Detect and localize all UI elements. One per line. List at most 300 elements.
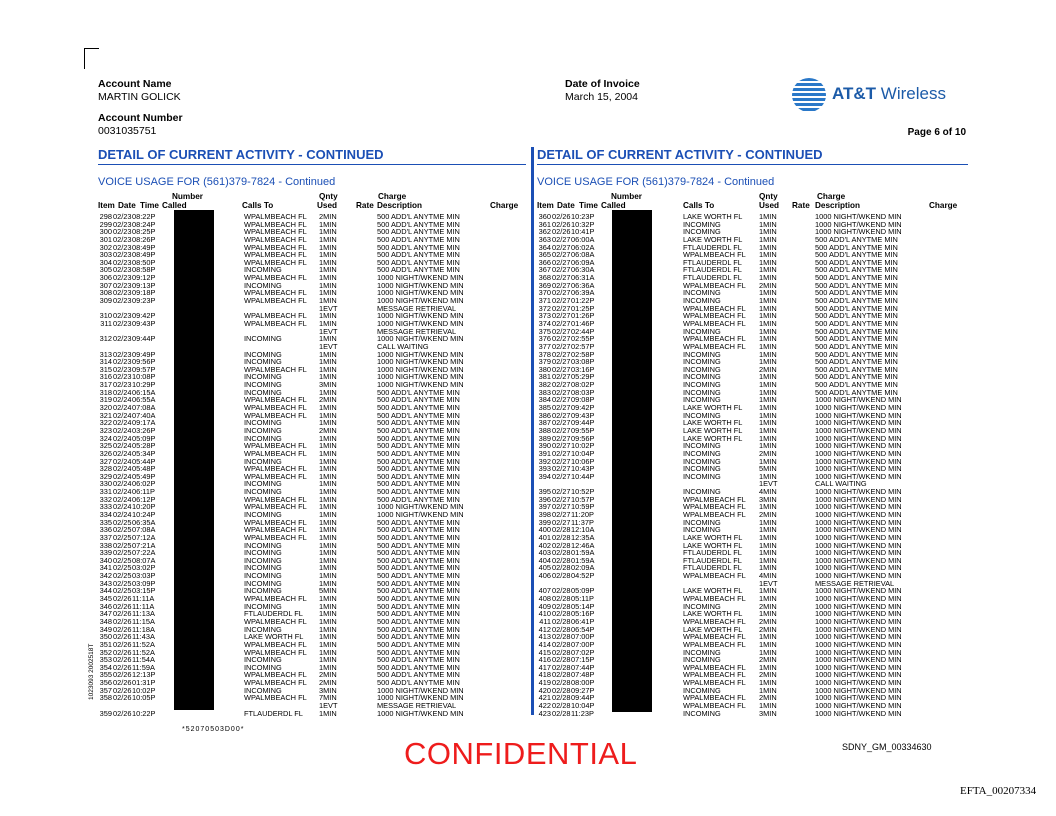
cell-item: 303 [99, 250, 112, 260]
cell-description: 500 ADD'L ANYTME MIN [377, 464, 460, 474]
cell-item: 403 [538, 548, 551, 558]
cell-time: 03:26P [132, 425, 156, 435]
cell-date: 02/25 [113, 540, 132, 550]
cell-item: 413 [538, 632, 551, 642]
cell-date: 02/26 [113, 609, 132, 619]
table-row [537, 442, 967, 450]
table-row [98, 473, 528, 481]
cell-calls-to: WPALMBEACH FL [683, 701, 746, 710]
cell-time: 09:13P [132, 280, 156, 290]
cell-time: 11:37P [571, 517, 594, 527]
cell-item: 423 [538, 708, 551, 718]
cell-calls-to: INCOMING [244, 601, 282, 611]
cell-description: 1000 NIGHT/WKEND MIN [815, 502, 902, 512]
cell-item: 389 [538, 433, 551, 443]
cell-calls-to: WPALMBEACH FL [244, 227, 307, 237]
cell-time: 01:25P [571, 303, 595, 313]
subtitle-right: VOICE USAGE FOR (561)379-7824 - Continued [537, 176, 775, 188]
cell-time: 03:15P [132, 586, 156, 596]
cell-time: 07:00P [571, 632, 595, 642]
cell-time: 07:02P [571, 647, 595, 657]
cell-date: 02/23 [113, 257, 132, 267]
cell-item: 376 [538, 334, 551, 344]
cell-time: 10:20P [132, 502, 156, 512]
cell-used: 1MIN [319, 540, 337, 550]
cell-calls-to: INCOMING [244, 624, 282, 634]
cell-used: 1MIN [759, 273, 777, 283]
cell-calls-to: WPALMBEACH FL [244, 288, 307, 298]
cell-description: 1000 NIGHT/WKEND MIN [377, 357, 464, 367]
cell-calls-to: INCOMING [683, 387, 721, 397]
cell-description: 1000 NIGHT/WKEND MIN [815, 219, 902, 229]
cell-description: MESSAGE RETRIEVAL [377, 326, 457, 336]
cell-item: 368 [538, 273, 551, 283]
cell-time: 01:59A [571, 555, 595, 565]
table-row [537, 603, 967, 611]
cell-item: 347 [99, 609, 112, 619]
cell-used: 1EVT [319, 701, 338, 710]
cell-calls-to: INCOMING [683, 227, 721, 237]
cell-used: 1MIN [759, 548, 777, 558]
table-row [98, 534, 528, 542]
cell-item: 336 [99, 525, 112, 535]
account-name: MARTIN GOLICK [98, 91, 181, 103]
cell-description: MESSAGE RETRIEVAL [377, 701, 457, 710]
cell-item: 321 [99, 410, 112, 420]
table-row [537, 679, 967, 687]
table-row [98, 435, 528, 443]
cell-item: 355 [99, 670, 112, 680]
cell-description: 500 ADD'L ANYTME MIN [815, 303, 898, 313]
table-row [537, 641, 967, 649]
cell-date: 02/27 [552, 418, 571, 428]
cell-item: 353 [99, 655, 112, 665]
table-row [98, 587, 528, 595]
cell-time: 09:44P [571, 418, 595, 428]
cell-time: 07:21A [132, 540, 156, 550]
table-row [537, 320, 967, 328]
cell-description: 1000 NIGHT/WKEND MIN [377, 708, 464, 718]
cell-date: 02/27 [552, 242, 571, 252]
table-row [537, 427, 967, 435]
cell-description: 1000 NIGHT/WKEND MIN [377, 311, 464, 321]
cell-time: 09:12P [132, 273, 156, 283]
cell-calls-to: INCOMING [244, 380, 282, 390]
cell-date: 02/27 [552, 441, 571, 451]
cell-date: 02/26 [113, 624, 132, 634]
table-row [98, 610, 528, 618]
table-row [537, 564, 967, 572]
cell-calls-to: WPALMBEACH FL [244, 647, 307, 657]
cell-used: 1MIN [319, 532, 337, 542]
cell-date: 02/28 [552, 586, 571, 596]
cell-description: 1000 NIGHT/WKEND MIN [377, 288, 464, 298]
cell-used: 1MIN [759, 586, 777, 596]
cell-description: 1000 NIGHT/WKEND MIN [815, 395, 902, 405]
cell-item: 309 [99, 296, 112, 306]
cell-used: 2MIN [759, 509, 777, 519]
cell-calls-to: INCOMING [683, 464, 721, 474]
cell-description: 1000 NIGHT/WKEND MIN [815, 670, 902, 680]
cell-calls-to: WPALMBEACH FL [244, 494, 307, 504]
cell-description: 1000 NIGHT/WKEND MIN [377, 296, 464, 306]
cell-calls-to: FTLAUDERDL FL [683, 563, 742, 573]
cell-used: 1MIN [759, 242, 777, 252]
cell-time: 07:08A [132, 525, 156, 535]
cell-used: 1MIN [759, 540, 777, 550]
cell-description: 1000 NIGHT/WKEND MIN [815, 563, 902, 573]
table-row [98, 244, 528, 252]
cell-calls-to: INCOMING [244, 425, 282, 435]
cell-used: 1MIN [319, 448, 337, 458]
cell-item: 407 [538, 586, 551, 596]
cell-calls-to: WPALMBEACH FL [683, 509, 746, 519]
table-row [537, 580, 967, 588]
cell-description: 500 ADD'L ANYTME MIN [815, 280, 898, 290]
cell-description: 500 ADD'L ANYTME MIN [377, 418, 460, 428]
cell-time: 12:10A [571, 525, 595, 535]
cell-date: 02/28 [552, 670, 571, 680]
cell-description: 500 ADD'L ANYTME MIN [377, 655, 460, 665]
cell-description: 500 ADD'L ANYTME MIN [815, 349, 898, 359]
cell-description: 1000 NIGHT/WKEND MIN [815, 639, 902, 649]
cell-used: 1MIN [319, 372, 337, 382]
cell-calls-to: WPALMBEACH FL [683, 632, 746, 642]
cell-description: 500 ADD'L ANYTME MIN [377, 647, 460, 657]
cell-date: 02/27 [552, 341, 571, 351]
cell-date: 02/24 [113, 448, 132, 458]
section-title-left: DETAIL OF CURRENT ACTIVITY - CONTINUED [98, 147, 384, 162]
cell-used: 1MIN [759, 639, 777, 649]
cell-time: 10:06P [571, 456, 595, 466]
cell-item: 370 [538, 288, 551, 298]
cell-description: 500 ADD'L ANYTME MIN [377, 212, 460, 221]
cell-item: 369 [538, 280, 551, 290]
table-row [537, 480, 967, 488]
cell-description: 500 ADD'L ANYTME MIN [377, 601, 460, 611]
cell-used: 1MIN [759, 341, 777, 351]
cell-date: 02/28 [552, 525, 571, 535]
cell-item: 345 [99, 594, 112, 604]
cell-description: 1000 NIGHT/WKEND MIN [377, 273, 464, 283]
cell-calls-to: WPALMBEACH FL [244, 639, 307, 649]
cell-description: 1000 NIGHT/WKEND MIN [815, 448, 902, 458]
subtitle-left: VOICE USAGE FOR (561)379-7824 - Continued [98, 176, 336, 188]
cell-time: 06:08A [571, 250, 595, 260]
cell-time: 05:14P [571, 601, 595, 611]
cell-date: 02/25 [113, 532, 132, 542]
cell-used: 2MIN [759, 616, 777, 626]
cell-used: 3MIN [759, 708, 777, 718]
table-row [537, 496, 967, 504]
cell-item: 396 [538, 494, 551, 504]
cell-time: 10:04P [571, 448, 595, 458]
cell-item: 342 [99, 571, 112, 581]
cell-item: 419 [538, 678, 551, 688]
table-row [98, 404, 528, 412]
cell-item: 326 [99, 448, 112, 458]
cell-description: 1000 NIGHT/WKEND MIN [377, 334, 464, 344]
cell-calls-to: WPALMBEACH FL [244, 670, 307, 680]
cell-calls-to: INCOMING [244, 265, 282, 275]
cell-used: 1EVT [759, 479, 778, 489]
table-row [537, 266, 967, 274]
cell-used: 1MIN [759, 594, 777, 604]
cell-date: 02/27 [552, 326, 571, 336]
cell-used: 1MIN [319, 410, 337, 420]
table-row [98, 427, 528, 435]
cell-calls-to: WPALMBEACH FL [244, 364, 307, 374]
cell-item: 319 [99, 395, 112, 405]
cell-calls-to: LAKE WORTH FL [683, 403, 743, 413]
table-row [98, 641, 528, 649]
cell-used: 1MIN [759, 326, 777, 336]
cell-used: 1MIN [759, 387, 777, 397]
cell-item: 329 [99, 471, 112, 481]
cell-used: 2MIN [759, 280, 777, 290]
cell-date: 02/23 [113, 280, 132, 290]
cell-used: 1MIN [759, 525, 777, 535]
cell-used: 1MIN [759, 395, 777, 405]
cell-time: 08:00P [571, 678, 595, 688]
cell-used: 1MIN [319, 517, 337, 527]
cell-used: 1MIN [319, 662, 337, 672]
cell-used: 4MIN [759, 487, 777, 497]
table-row [98, 564, 528, 572]
table-row [537, 351, 967, 359]
cell-date: 02/26 [552, 219, 571, 229]
cell-used: 1MIN [759, 502, 777, 512]
cell-time: 11:13A [132, 609, 155, 619]
cell-description: 500 ADD'L ANYTME MIN [377, 227, 460, 237]
cell-description: 500 ADD'L ANYTME MIN [377, 441, 460, 451]
cell-used: 1MIN [319, 479, 337, 489]
cell-calls-to: INCOMING [683, 647, 721, 657]
cell-time: 07:22A [132, 548, 156, 558]
cell-time: 06:02P [132, 479, 156, 489]
table-row [537, 389, 967, 397]
table-row [98, 442, 528, 450]
cell-calls-to: INCOMING [683, 448, 721, 458]
cell-time: 11:15A [132, 616, 155, 626]
cell-item: 312 [99, 334, 112, 344]
cell-date: 02/28 [552, 532, 571, 542]
table-row [537, 549, 967, 557]
cell-time: 08:02P [571, 380, 595, 390]
cell-description: 500 ADD'L ANYTME MIN [815, 387, 898, 397]
cell-used: 1MIN [319, 227, 337, 237]
cell-date: 02/23 [113, 349, 132, 359]
cell-used: 1MIN [319, 364, 337, 374]
table-row [98, 603, 528, 611]
table-row [537, 572, 967, 580]
cell-date: 02/23 [113, 380, 132, 390]
cell-description: 500 ADD'L ANYTME MIN [815, 265, 898, 275]
cell-item: 299 [99, 219, 112, 229]
cell-description: 500 ADD'L ANYTME MIN [377, 563, 460, 573]
usage-table-right [537, 213, 967, 717]
cell-date: 02/28 [552, 678, 571, 688]
cell-description: 500 ADD'L ANYTME MIN [377, 548, 460, 558]
table-row [537, 503, 967, 511]
cell-item: 412 [538, 624, 551, 634]
cell-description: 1000 NIGHT/WKEND MIN [815, 548, 902, 558]
cell-date: 02/27 [552, 334, 571, 344]
cell-used: 1MIN [759, 250, 777, 260]
cell-item: 323 [99, 425, 112, 435]
cell-calls-to: WPALMBEACH FL [244, 448, 307, 458]
cell-description: 500 ADD'L ANYTME MIN [815, 242, 898, 252]
cell-used: 1MIN [759, 296, 777, 306]
cell-time: 05:09P [571, 586, 595, 596]
cell-time: 05:48P [132, 464, 156, 474]
cell-date: 02/27 [552, 234, 571, 244]
cell-date: 02/26 [552, 212, 571, 221]
table-row [537, 649, 967, 657]
cell-date: 02/28 [552, 601, 571, 611]
cell-calls-to: INCOMING [683, 380, 721, 390]
cell-item: 340 [99, 555, 112, 565]
confidential-stamp: CONFIDENTIAL [404, 736, 638, 771]
cell-description: 500 ADD'L ANYTME MIN [815, 318, 898, 328]
cell-calls-to: INCOMING [683, 395, 721, 405]
cell-description: 500 ADD'L ANYTME MIN [377, 670, 460, 680]
cell-time: 11:20P [571, 509, 594, 519]
cell-used: 1MIN [759, 311, 777, 321]
cell-description: MESSAGE RETRIEVAL [377, 303, 457, 313]
cell-item: 324 [99, 433, 112, 443]
cell-item: 416 [538, 655, 551, 665]
cell-used: 1MIN [759, 257, 777, 267]
cell-calls-to: LAKE WORTH FL [683, 532, 743, 542]
cell-used: 1MIN [759, 219, 777, 229]
cell-description: CALL WAITING [815, 479, 867, 489]
table-row [537, 259, 967, 267]
cell-description: 500 ADD'L ANYTME MIN [377, 525, 460, 535]
cell-item: 399 [538, 517, 551, 527]
cell-calls-to: INCOMING [683, 288, 721, 298]
cell-date: 02/25 [113, 563, 132, 573]
cell-calls-to: WPALMBEACH FL [683, 594, 746, 604]
cell-item: 317 [99, 380, 112, 390]
cell-description: 500 ADD'L ANYTME MIN [377, 578, 460, 588]
cell-time: 02:09A [571, 563, 595, 573]
cell-used: 1MIN [319, 594, 337, 604]
cell-item: 382 [538, 380, 551, 390]
cell-item: 346 [99, 601, 112, 611]
cell-description: 500 ADD'L ANYTME MIN [377, 517, 460, 527]
cell-time: 08:22P [132, 212, 156, 221]
cell-description: 500 ADD'L ANYTME MIN [377, 448, 460, 458]
cell-calls-to: FTLAUDERDL FL [683, 273, 742, 283]
cell-date: 02/25 [113, 571, 132, 581]
cell-time: 05:44P [132, 456, 156, 466]
cell-description: 500 ADD'L ANYTME MIN [377, 425, 460, 435]
table-row [98, 580, 528, 588]
cell-description: 1000 NIGHT/WKEND MIN [815, 586, 902, 596]
table-row [537, 626, 967, 634]
cell-description: 1000 NIGHT/WKEND MIN [815, 555, 902, 565]
table-row [537, 244, 967, 252]
cell-item: 375 [538, 326, 551, 336]
cell-date: 02/26 [113, 655, 132, 665]
cell-item: 394 [538, 471, 551, 481]
cell-date: 02/28 [552, 632, 571, 642]
cell-calls-to: FTLAUDERDL FL [244, 708, 303, 718]
cell-date: 02/25 [113, 578, 132, 588]
cell-item: 333 [99, 502, 112, 512]
cell-description: 500 ADD'L ANYTME MIN [377, 624, 460, 634]
cell-calls-to: WPALMBEACH FL [244, 441, 307, 451]
cell-description: 500 ADD'L ANYTME MIN [377, 639, 460, 649]
cell-used: 7MIN [319, 693, 337, 703]
table-row [98, 595, 528, 603]
cell-used: 1MIN [319, 387, 337, 397]
cell-used: 1MIN [759, 563, 777, 573]
cell-description: 1000 NIGHT/WKEND MIN [815, 540, 902, 550]
table-row [537, 473, 967, 481]
cell-calls-to: INCOMING [683, 601, 721, 611]
cell-item: 401 [538, 532, 551, 542]
cell-description: 1000 NIGHT/WKEND MIN [815, 678, 902, 688]
cell-date: 02/24 [113, 464, 132, 474]
cell-date: 02/28 [552, 639, 571, 649]
table-row [98, 694, 528, 702]
cell-date: 02/28 [552, 555, 571, 565]
table-row [537, 213, 967, 221]
table-row [537, 381, 967, 389]
cell-time: 11:52A [132, 639, 155, 649]
cell-calls-to: WPALMBEACH FL [244, 403, 307, 413]
cell-description: 500 ADD'L ANYTME MIN [377, 471, 460, 481]
cell-calls-to: INCOMING [244, 662, 282, 672]
cell-item: 339 [99, 548, 112, 558]
cell-date: 02/23 [113, 288, 132, 298]
cell-description: 1000 NIGHT/WKEND MIN [815, 647, 902, 657]
cell-description: 1000 NIGHT/WKEND MIN [815, 616, 902, 626]
cell-calls-to: FTLAUDERDL FL [683, 548, 742, 558]
table-row [537, 435, 967, 443]
cell-description: 1000 NIGHT/WKEND MIN [815, 494, 902, 504]
cell-time: 09:44P [571, 693, 595, 703]
cell-description: 1000 NIGHT/WKEND MIN [815, 532, 902, 542]
cell-time: 09:44P [132, 334, 156, 344]
cell-used: 1MIN [319, 334, 337, 344]
cell-date: 02/28 [552, 571, 571, 581]
cell-used: 1MIN [319, 403, 337, 413]
cell-used: 2MIN [759, 601, 777, 611]
cell-calls-to: INCOMING [683, 410, 721, 420]
cell-used: 1MIN [319, 464, 337, 474]
cell-date: 02/27 [552, 403, 571, 413]
cell-used: 1MIN [759, 349, 777, 359]
table-row [537, 687, 967, 695]
cell-calls-to: INCOMING [244, 387, 282, 397]
account-name-label: Account Name [98, 78, 172, 90]
table-row [98, 259, 528, 267]
cell-time: 08:58P [132, 265, 156, 275]
cell-calls-to: INCOMING [683, 372, 721, 382]
table-row [537, 450, 967, 458]
table-row [98, 228, 528, 236]
table-row [537, 534, 967, 542]
cell-used: 1MIN [319, 441, 337, 451]
cell-time: 02:58P [571, 349, 595, 359]
cell-calls-to: FTLAUDERDL FL [683, 242, 742, 252]
cell-time: 12:35A [571, 532, 595, 542]
cell-date: 02/26 [113, 647, 132, 657]
cell-date: 02/26 [113, 678, 132, 688]
